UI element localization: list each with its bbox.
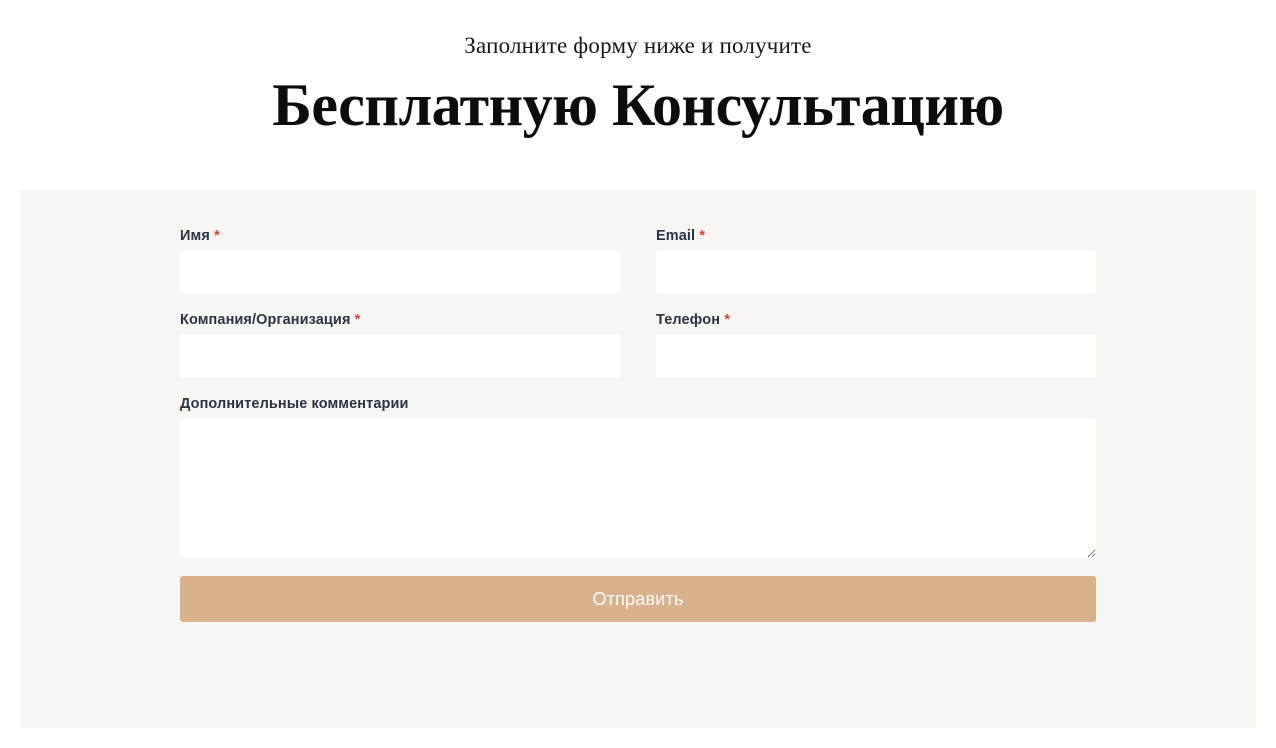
submit-button[interactable]: Отправить: [180, 576, 1096, 622]
page-heading: [0, 0, 1276, 141]
field-company: [180, 312, 620, 378]
form-row-submit: [180, 576, 1096, 622]
field-email-label: [656, 228, 1096, 244]
required-marker: *: [354, 312, 361, 328]
required-marker: *: [724, 312, 730, 328]
name-input[interactable]: [180, 250, 620, 294]
field-email: [656, 228, 1096, 294]
comments-textarea[interactable]: [180, 418, 1096, 558]
required-marker: *: [214, 228, 220, 244]
page-title: Бесплатную Консультацию: [272, 72, 1004, 139]
consultation-form: [180, 190, 1096, 622]
field-company-label-text: Компания/Организация: [180, 312, 351, 328]
field-company-label: [180, 312, 620, 328]
company-input[interactable]: [180, 334, 620, 378]
field-name-label-text: Имя: [180, 228, 210, 244]
field-email-label-text: Email: [656, 228, 696, 244]
heading-kicker: Заполните форму ниже и получите: [464, 33, 812, 58]
field-name-label: [180, 228, 620, 244]
form-row-3: [180, 396, 1096, 558]
field-name: [180, 228, 620, 294]
consultation-form-card: [20, 190, 1256, 728]
field-phone-label: [656, 312, 1096, 328]
form-row-2: [180, 312, 1096, 378]
field-comments-label: [180, 396, 1096, 412]
field-comments-label-text: Дополнительные комментарии: [180, 396, 409, 412]
email-input[interactable]: [656, 250, 1096, 294]
required-marker: *: [699, 228, 706, 244]
field-phone: [656, 312, 1096, 378]
field-phone-label-text: Телефон: [656, 312, 721, 328]
form-row-1: [180, 228, 1096, 294]
field-comments: [180, 396, 1096, 558]
phone-input[interactable]: [656, 334, 1096, 378]
